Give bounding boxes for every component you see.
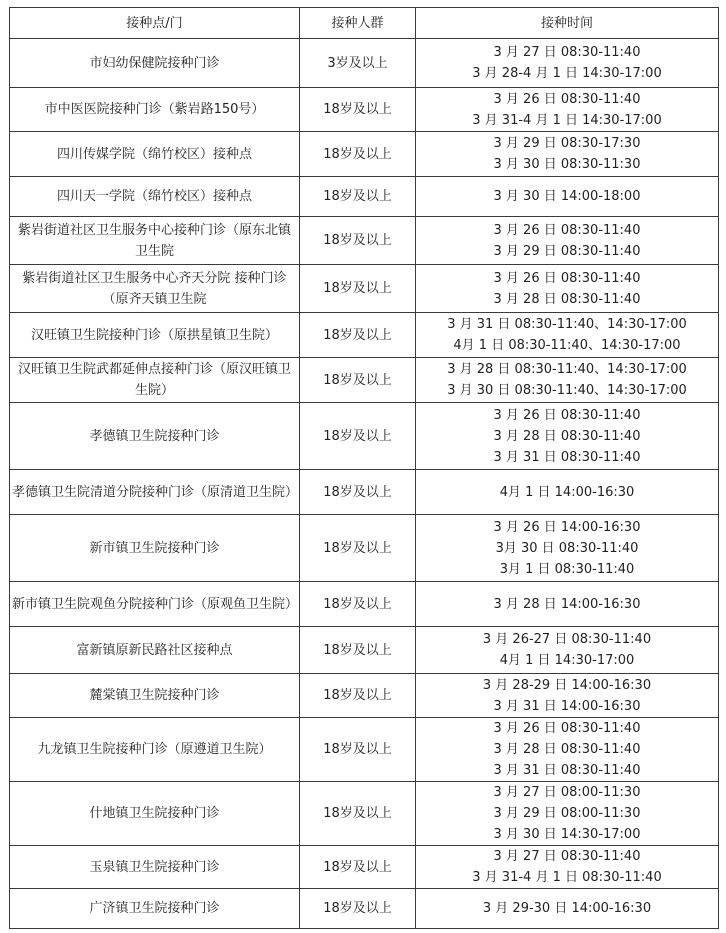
time-line: 3 月 30 日 14:00-18:00 [493, 189, 641, 204]
site-cell: 汉旺镇卫生院接种门诊（原拱星镇卫生院） [10, 313, 300, 358]
site-cell: 什地镇卫生院接种门诊 [10, 782, 300, 846]
time-line: 3 月 28 日 08:30-11:40 [493, 428, 641, 444]
site-cell: 广济镇卫生院接种门诊 [10, 889, 300, 929]
table-row [10, 889, 719, 929]
time-line: 3 月 31-4 月 1 日 14:30-17:00 [472, 112, 662, 128]
group-cell: 18岁及以上 [300, 88, 416, 132]
time-line: 4月 1 日 14:00-16:30 [499, 484, 635, 500]
table-row [10, 403, 719, 470]
group-cell: 18岁及以上 [300, 718, 416, 782]
group-cell: 18岁及以上 [300, 582, 416, 627]
site-cell: 紫岩街道社区卫生服务中心接种门诊（原东北镇卫生院 [10, 217, 300, 265]
time-cell [416, 265, 719, 313]
table-row [10, 718, 719, 782]
site-cell: 四川天一学院（绵竹校区）接种点 [10, 177, 300, 217]
time-line: 3 月 30 日 08:30-11:30 [493, 157, 641, 172]
time-line: 3 月 28-29 日 14:00-16:30 [482, 677, 652, 693]
time-line: 4月 1 日 08:30-11:40、14:30-17:00 [453, 338, 681, 353]
site-cell: 汉旺镇卫生院武都延伸点接种门诊（原汉旺镇卫生院） [10, 358, 300, 403]
time-line: 3 月 31 日 08:30-11:40 [493, 763, 641, 778]
table-row [10, 470, 719, 515]
table-row [10, 177, 719, 217]
group-cell: 18岁及以上 [300, 313, 416, 358]
site-cell: 九龙镇卫生院接种门诊（原遵道卫生院） [10, 718, 300, 782]
group-cell: 18岁及以上 [300, 177, 416, 217]
group-cell: 18岁及以上 [300, 515, 416, 582]
group-cell: 18岁及以上 [300, 217, 416, 265]
time-line: 3 月 27 日 08:00-11:30 [493, 785, 641, 800]
time-line: 3 月 31 日 08:30-11:40 [493, 449, 641, 465]
group-cell: 18岁及以上 [300, 358, 416, 403]
time-line: 3 月 31 日 14:00-16:30 [493, 698, 641, 714]
time-line: 3 月 28-4 月 1 日 14:30-17:00 [472, 66, 662, 81]
site-cell: 市中医医院接种门诊（紫岩路150号） [10, 88, 300, 132]
table-body [10, 39, 719, 929]
group-cell: 3岁及以上 [300, 39, 416, 88]
time-line: 3 月 30 日 14:30-17:00 [493, 827, 641, 842]
time-cell [416, 313, 719, 358]
site-cell: 紫岩街道社区卫生服务中心齐天分院 接种门诊（原齐天镇卫生院 [10, 265, 300, 313]
time-cell [416, 177, 719, 217]
header-site: 接种点/门 [10, 8, 300, 39]
time-line: 3 月 26 日 08:30-11:40 [493, 222, 641, 238]
time-cell [416, 403, 719, 470]
site-cell: 新市镇卫生院接种门诊 [10, 515, 300, 582]
time-cell [416, 88, 719, 132]
site-cell: 市妇幼保健院接种门诊 [10, 39, 300, 88]
time-cell [416, 889, 719, 929]
time-line: 3 月 31 日 08:30-11:40、14:30-17:00 [447, 317, 687, 332]
group-cell: 18岁及以上 [300, 132, 416, 177]
time-line: 3 月 28 日 08:30-11:40 [493, 291, 641, 307]
group-cell: 18岁及以上 [300, 846, 416, 889]
time-line: 3 月 27 日 08:30-11:40 [493, 45, 641, 60]
group-cell: 18岁及以上 [300, 674, 416, 718]
group-cell: 18岁及以上 [300, 627, 416, 674]
time-line: 3月 1 日 08:30-11:40 [499, 561, 635, 577]
site-cell: 玉泉镇卫生院接种门诊 [10, 846, 300, 889]
time-cell [416, 470, 719, 515]
table-row [10, 265, 719, 313]
time-cell [416, 217, 719, 265]
table-row [10, 217, 719, 265]
time-line: 3月 30 日 08:30-11:40 [495, 540, 639, 556]
time-line: 3 月 28 日 08:30-11:40、14:30-17:00 [447, 362, 687, 377]
table-row [10, 88, 719, 132]
group-cell: 18岁及以上 [300, 889, 416, 929]
time-line: 3 月 26 日 08:30-11:40 [493, 721, 641, 736]
table-row [10, 782, 719, 846]
time-line: 3 月 28 日 08:30-11:40 [493, 742, 641, 757]
time-line: 3 月 31-4 月 1 日 08:30-11:40 [472, 870, 662, 885]
time-line: 3 月 26-27 日 08:30-11:40 [482, 632, 652, 647]
time-cell [416, 515, 719, 582]
site-cell: 麓棠镇卫生院接种门诊 [10, 674, 300, 718]
time-cell [416, 782, 719, 846]
time-line: 3 月 29-30 日 14:00-16:30 [482, 901, 652, 916]
time-line: 3 月 27 日 08:30-11:40 [493, 849, 641, 864]
time-cell [416, 132, 719, 177]
header-row [10, 8, 719, 39]
time-cell [416, 718, 719, 782]
table-row [10, 39, 719, 88]
time-line: 3 月 29 日 08:30-17:30 [493, 136, 641, 151]
table-row [10, 846, 719, 889]
group-cell: 18岁及以上 [300, 265, 416, 313]
group-cell: 18岁及以上 [300, 403, 416, 470]
vaccination-schedule-table [9, 7, 719, 929]
time-line: 4月 1 日 14:30-17:00 [499, 653, 635, 668]
time-cell [416, 627, 719, 674]
time-line: 3 月 29 日 08:30-11:40 [493, 243, 641, 259]
table-row [10, 627, 719, 674]
site-cell: 孝德镇卫生院接种门诊 [10, 403, 300, 470]
time-line: 3 月 26 日 08:30-11:40 [493, 91, 641, 107]
header-group: 接种人群 [300, 8, 416, 39]
site-cell: 富新镇原新民路社区接种点 [10, 627, 300, 674]
table-row [10, 358, 719, 403]
time-cell [416, 674, 719, 718]
table-row [10, 313, 719, 358]
site-cell: 孝德镇卫生院清道分院接种门诊（原清道卫生院） [10, 470, 300, 515]
group-cell: 18岁及以上 [300, 470, 416, 515]
site-cell: 新市镇卫生院观鱼分院接种门诊（原观鱼卫生院） [10, 582, 300, 627]
time-line: 3 月 26 日 08:30-11:40 [493, 407, 641, 423]
group-cell: 18岁及以上 [300, 782, 416, 846]
time-line: 3 月 26 日 08:30-11:40 [493, 270, 641, 286]
table-row [10, 132, 719, 177]
time-line: 3 月 28 日 14:00-16:30 [493, 596, 641, 612]
time-line: 3 月 29 日 08:00-11:30 [493, 806, 641, 821]
time-cell [416, 358, 719, 403]
table-row [10, 582, 719, 627]
table-row [10, 515, 719, 582]
header-time: 接种时间 [416, 8, 719, 39]
time-line: 3 月 30 日 08:30-11:40、14:30-17:00 [447, 383, 687, 398]
time-cell [416, 39, 719, 88]
site-cell: 四川传媒学院（绵竹校区）接种点 [10, 132, 300, 177]
table-row [10, 674, 719, 718]
time-cell [416, 582, 719, 627]
time-cell [416, 846, 719, 889]
time-line: 3 月 26 日 14:00-16:30 [493, 519, 641, 535]
